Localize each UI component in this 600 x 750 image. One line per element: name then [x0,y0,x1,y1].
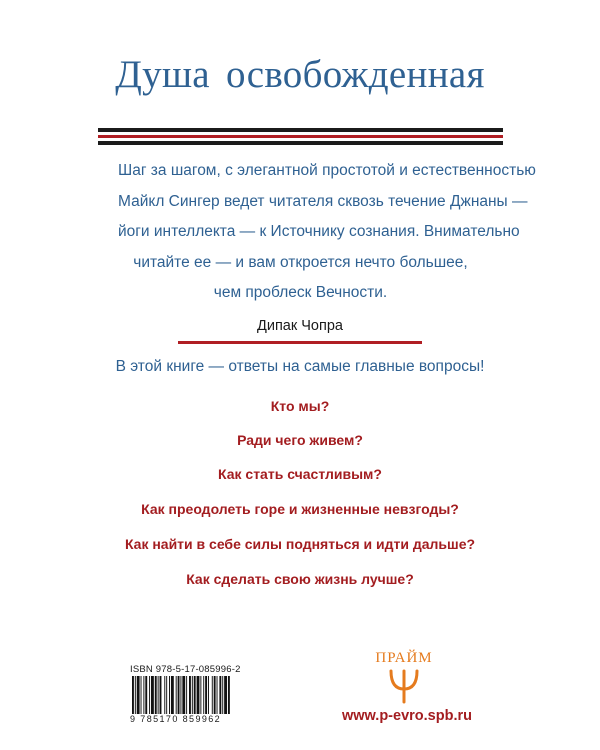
psi-emblem-icon [387,667,421,705]
quote-line: йоги интеллекта — к Источнику сознания. Внимательно [118,223,520,240]
question-item: Ради чего живем? [237,432,363,448]
endorsement-quote [118,156,536,309]
questions-lead: В этой книге — ответы на самые главные вопросы! [115,358,485,375]
publisher-website[interactable]: www.p-evro.spb.ru [342,708,472,724]
divider-middle-bar [98,135,503,138]
isbn-label: ISBN 978-5-17-085996-2 [130,664,241,675]
quote-line: Шаг за шагом, с элегантной простотой и естественностью [118,162,536,179]
quote-author: Дипак Чопра [257,318,343,334]
question-item: Как стать счастливым? [218,466,382,482]
quote-line: Майкл Сингер ведет читателя сквозь течение Джнаны — [118,192,528,210]
question-item: Как найти в себе силы подняться и идти дальше? [124,536,476,552]
divider-top-bar [98,128,503,132]
book-title: Душа освобожденная [115,53,485,96]
question-item: Кто мы? [270,398,330,414]
title-divider [98,128,503,146]
question-item: Как преодолеть горе и жизненные невзгоды? [141,501,459,517]
barcode-icon [130,676,278,714]
barcode-digits: 9 785170 859962 [130,714,222,724]
quote-line: чем проблеск Вечности. [213,284,388,301]
question-item: Как сделать свою жизнь лучше? [186,571,414,587]
quote-divider [178,341,422,344]
publisher-logo-text: ПРАЙМ [375,650,433,666]
quote-line: читайте ее — и вам откроется нечто большее, [133,253,468,271]
publisher-logo [364,650,444,708]
divider-bottom-bar [98,141,503,145]
